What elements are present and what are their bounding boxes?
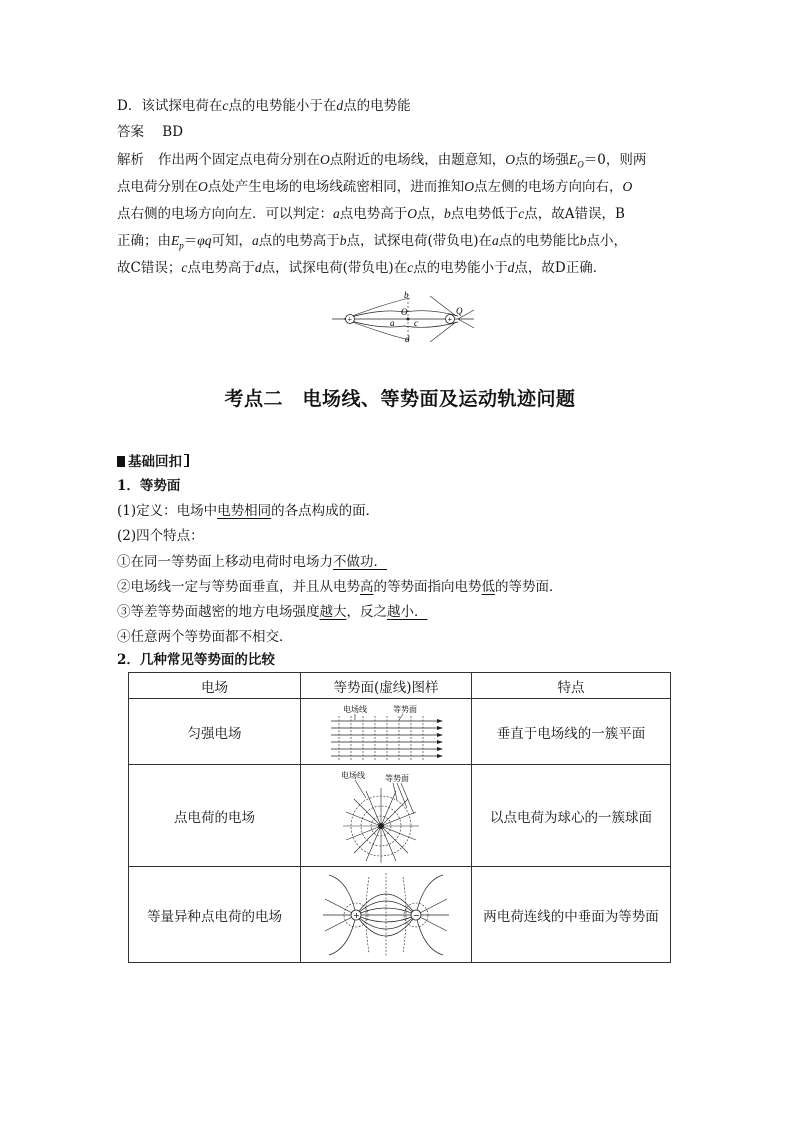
basics-header: 基础回扣: [117, 452, 189, 472]
header-field: 电场: [129, 673, 301, 699]
answer-value: BD: [162, 124, 184, 140]
feature-2: ②电场线一定与等势面垂直，并且从电势高的等势面指向电势低的等势面．: [117, 579, 563, 595]
analysis-label: 解析: [117, 152, 144, 168]
option-d: D．该试探电荷在c点的电势能小于在d点的电势能: [117, 98, 411, 114]
svg-text:d: d: [405, 334, 410, 344]
answer-label: 答案: [117, 124, 144, 140]
svg-text:a: a: [390, 318, 395, 328]
header-pattern: 等势面(虚线)图样: [301, 673, 472, 699]
svg-text:等势面: 等势面: [393, 704, 417, 714]
point-charge-diagram: [301, 765, 472, 867]
row-field: 匀强电场: [129, 699, 301, 765]
table-row: [129, 867, 671, 963]
svg-text:+: +: [347, 315, 353, 324]
svg-text:Q: Q: [456, 306, 463, 316]
header-feature: 特点: [472, 673, 671, 699]
row-feature: 两电荷连线的中垂面为等势面: [472, 867, 671, 963]
analysis-line-5: 故C错误；c点电势高于d点，试探电荷(带负电)在c点的电势能小于d点，故D正确．: [117, 260, 607, 276]
dipole-field-diagram: [301, 867, 472, 963]
item1-features-heading: (2)四个特点：: [117, 528, 204, 544]
table-row: [129, 699, 671, 765]
svg-text:b: b: [404, 290, 409, 300]
answer-line: [117, 122, 183, 142]
comparison-table: [128, 672, 671, 963]
analysis-line-3: 点右侧的电场方向向左．可以判定：a点电势高于O点，b点电势低于c点，故A错误，B: [117, 206, 625, 222]
positive-charge: +: [353, 910, 360, 920]
two-charge-figure: [330, 288, 476, 344]
svg-text:电场线: 电场线: [343, 704, 367, 714]
svg-text:+: +: [447, 315, 453, 324]
row-feature: 垂直于电场线的一簇平面: [472, 699, 671, 765]
table-row: [129, 765, 671, 867]
bracket-mark-icon: [117, 456, 125, 467]
negative-charge: −: [413, 910, 420, 920]
svg-text:c: c: [414, 318, 418, 328]
feature-3: ③等差等势面越密的地方电场强度越大，反之越小．: [117, 604, 428, 620]
item1-heading: 1．等势面: [117, 478, 181, 494]
svg-text:O: O: [401, 307, 408, 317]
table-header-row: [129, 673, 671, 699]
analysis-line-2: 点电荷分别在O点处产生电场的电场线疏密相同，进而推知O点左侧的电场方向向右，O: [117, 179, 633, 195]
uniform-field-diagram: [301, 699, 472, 765]
row-field: 等量异种点电荷的电场: [129, 867, 301, 963]
feature-1: ①在同一等势面上移动电荷时电场力不做功．: [117, 554, 387, 570]
item2-heading: 2．几种常见等势面的比较: [117, 652, 275, 668]
section-title: 考点二 电场线、等势面及运动轨迹问题: [224, 388, 576, 410]
analysis-line-4: 正确；由$E_p=\varphi q$可知，a点的电势高于b点，试探电荷(带负电)在a点的电势能比b点小，: [117, 233, 628, 251]
feature-4: ④任意两个等势面都不相交．: [117, 629, 293, 645]
svg-text:电场线: 电场线: [341, 770, 365, 780]
svg-text:等势面: 等势面: [385, 773, 409, 783]
analysis-line-1: 解析 作出两个固定点电荷分别在O点附近的电场线，由题意知，O点的场强$E_O=0$，则两: [117, 152, 647, 170]
row-feature: 以点电荷为球心的一簇球面: [472, 765, 671, 867]
row-field: 点电荷的电场: [129, 765, 301, 867]
item1-definition: (1)定义：电场中电势相同的各点构成的面．: [117, 503, 380, 519]
